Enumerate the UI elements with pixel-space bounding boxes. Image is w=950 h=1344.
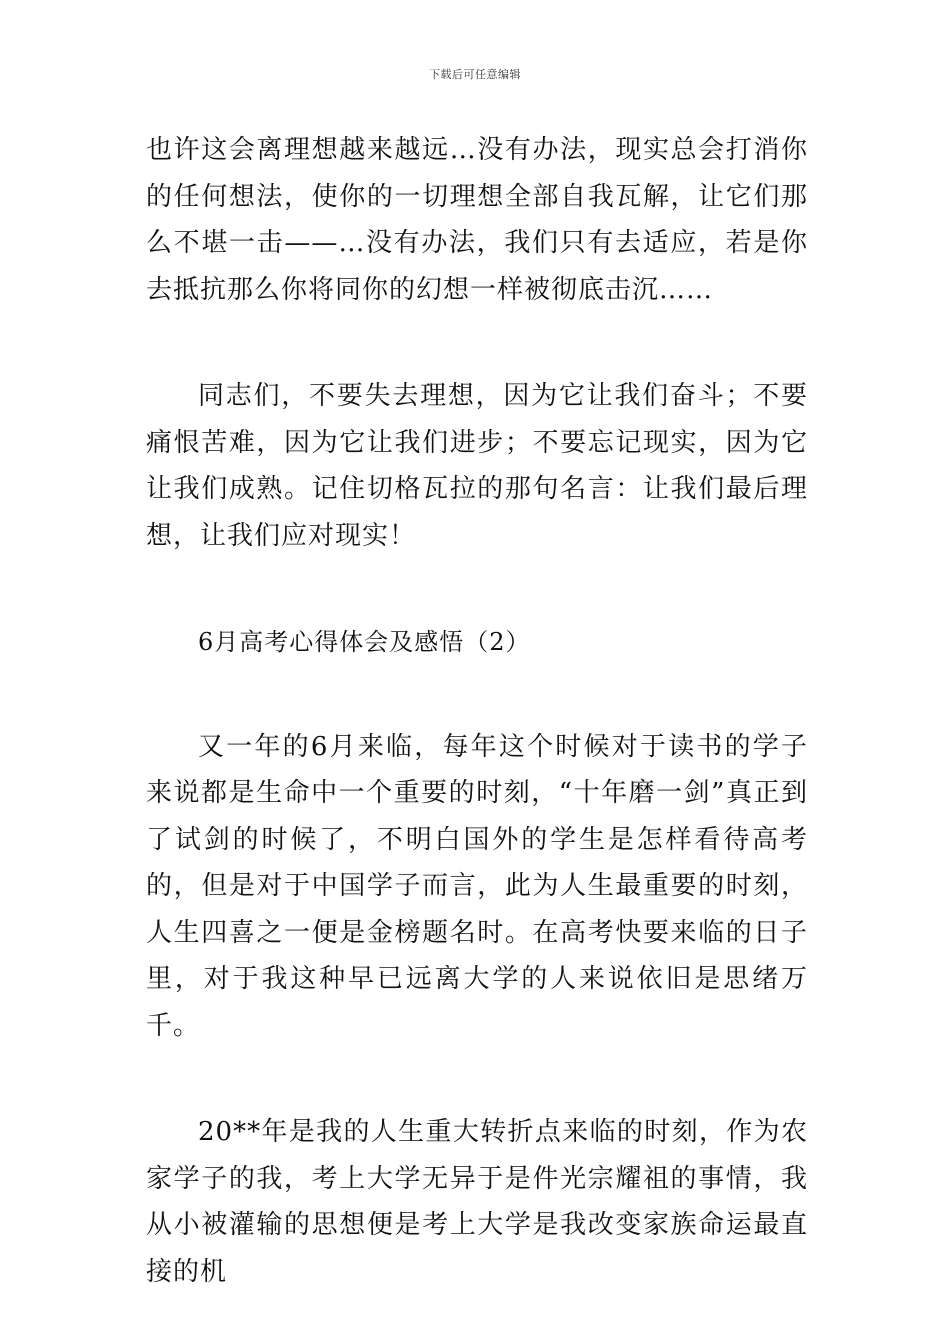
paragraph-2: 同志们，不要失去理想，因为它让我们奋斗；不要痛恨苦难，因为它让我们进步；不要忘记现实，因为它让我们成熟。记住切格瓦拉的那句名言：让我们最后理想，让我们应对现实！ (146, 381, 808, 551)
paragraph-3: 又一年的6月来临，每年这个时候对于读书的学子来说都是生命中一个重要的时刻，“十年磨一剑”真正到了试剑的时候了，不明白国外的学生是怎样看待高考的，但是对于中国学子而言，此为人生最重要的时刻，人生四喜之一便是金榜题名时。在高考快要来临的日子里，对于我这种早已远离大学的人来说依旧是思绪万千。 (146, 731, 808, 1041)
document-body (146, 127, 808, 1295)
section-title: 6月高考心得体会及感悟（2） (198, 628, 531, 656)
paragraph-1: 也许这会离理想越来越远…没有办法，现实总会打消你的任何想法，使你的一切理想全部自我瓦解，让它们那么不堪一击——…没有办法，我们只有去适应，若是你去抵抗那么你将同你的幻想一样被彻底击沉…… (146, 135, 808, 305)
paragraph-spacer (146, 559, 808, 619)
paragraph-spacer (146, 666, 808, 724)
page-header-note: 下载后可任意编辑 (429, 68, 521, 81)
paragraph-spacer (146, 1049, 808, 1109)
paragraph-4: 20**年是我的人生重大转折点来临的时刻，作为农家学子的我，考上大学无异于是件光宗耀祖的事情，我从小被灌输的思想便是考上大学是我改变家族命运最直接的机 (146, 1117, 808, 1287)
paragraph-spacer (146, 313, 808, 373)
